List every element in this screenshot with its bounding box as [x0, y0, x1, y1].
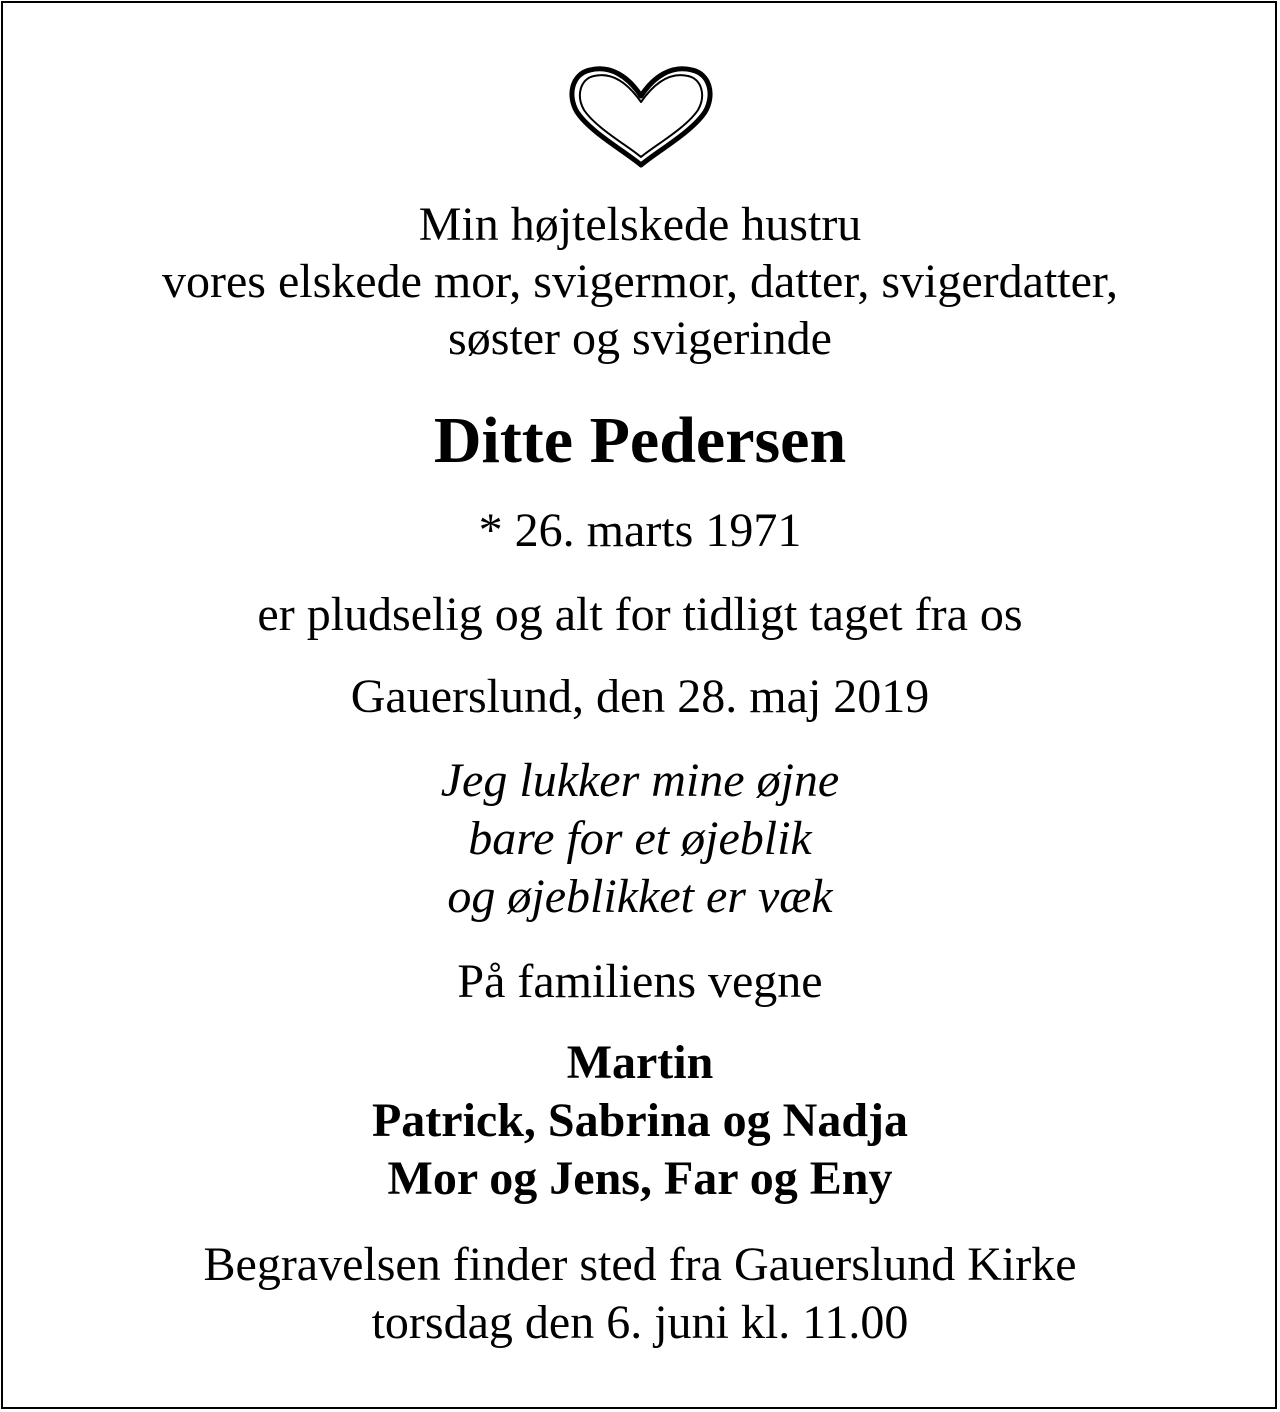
deceased-name: Ditte Pedersen	[433, 404, 847, 477]
intro-line: Min højtelskede hustru	[418, 198, 862, 251]
verse-line: bare for et øjeblik	[468, 812, 812, 865]
intro-text	[0, 196, 1280, 367]
signer-line: Patrick, Sabrina og Nadja	[371, 1094, 908, 1147]
intro-line: søster og svigerinde	[448, 312, 832, 365]
verse-line: Jeg lukker mine øjne	[440, 754, 840, 807]
signer-line: Martin	[566, 1036, 714, 1089]
signers	[0, 1034, 1280, 1208]
place-and-date: Gauerslund, den 28. maj 2019	[350, 670, 930, 723]
verse-line: og øjeblikket er væk	[447, 870, 833, 923]
on-behalf-of-family: På familiens vegne	[457, 955, 823, 1008]
signer-line: Mor og Jens, Far og Eny	[387, 1152, 893, 1205]
intro-line: vores elskede mor, svigermor, datter, svigerdatter,	[162, 255, 1118, 308]
funeral-info	[0, 1236, 1280, 1352]
taken-line: er pludselig og alt for tidligt taget fra os	[257, 588, 1023, 641]
funeral-line: Begravelsen finder sted fra Gauerslund Kirke	[203, 1238, 1077, 1291]
funeral-line: torsdag den 6. juni kl. 11.00	[371, 1296, 909, 1349]
birth-date: * 26. marts 1971	[478, 504, 802, 557]
verse	[0, 752, 1280, 926]
heart-outline-icon	[568, 64, 714, 168]
